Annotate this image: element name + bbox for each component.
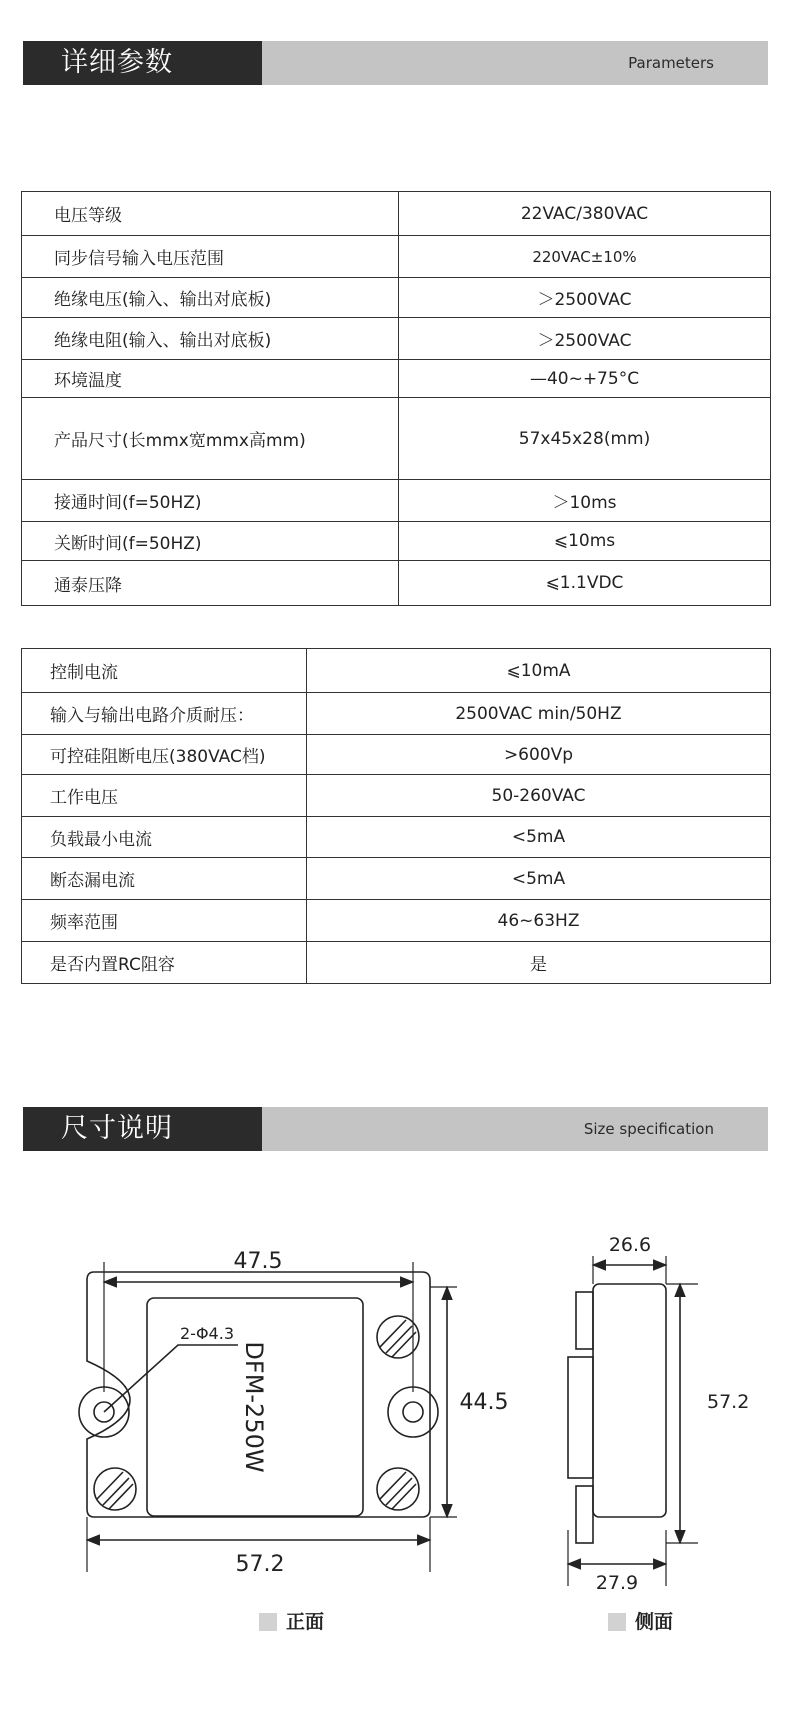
- size-spec-subtitle: Size specification: [583, 1120, 714, 1138]
- param-name: 环境温度: [22, 360, 399, 398]
- param-value: <5mA: [307, 817, 771, 858]
- param-name: 负载最小电流: [22, 817, 307, 858]
- mount-hole-right-inner: [403, 1402, 423, 1422]
- hole-leader-line: [104, 1345, 238, 1412]
- param-name: 断态漏电流: [22, 858, 307, 900]
- param-name: 同步信号输入电压范围: [22, 236, 399, 278]
- front-dim-length-label: 57.2: [235, 1552, 285, 1577]
- side-terminal-top: [576, 1292, 593, 1349]
- side-dim-height-label: 57.2: [707, 1391, 750, 1413]
- param-value: ⩽10ms: [399, 522, 771, 561]
- param-name: 输入与输出电路介质耐压：: [22, 693, 307, 735]
- side-dim-depth-label: 27.9: [595, 1572, 639, 1594]
- param-name: 是否内置RC阻容: [22, 942, 307, 984]
- legend-front-label: 正面: [286, 1611, 325, 1633]
- param-name: 可控硅阻断电压(380VAC档): [22, 735, 307, 775]
- legend-side-label: 侧面: [635, 1611, 674, 1633]
- param-name: 产品尺寸(长mmx宽mmx高mm): [22, 398, 399, 480]
- param-value: ＞2500VAC: [399, 318, 771, 360]
- param-value: ＞2500VAC: [399, 278, 771, 318]
- front-dim-width-label: 47.5: [233, 1249, 283, 1274]
- param-name: 控制电流: [22, 649, 307, 693]
- param-value: ＞10ms: [399, 480, 771, 522]
- param-value: 是: [307, 942, 771, 984]
- front-dim-height-label: 44.5: [459, 1390, 509, 1415]
- legend-front: [259, 1607, 324, 1634]
- param-value: >600Vp: [307, 735, 771, 775]
- param-name: 频率范围: [22, 900, 307, 942]
- legend-side: [608, 1607, 673, 1634]
- legend-swatch: [259, 1613, 277, 1631]
- param-value: 50-260VAC: [307, 775, 771, 817]
- param-value: <5mA: [307, 858, 771, 900]
- param-name: 绝缘电阻(输入、输出对底板): [22, 318, 399, 360]
- param-name: 工作电压: [22, 775, 307, 817]
- param-name: 绝缘电压(输入、输出对底板): [22, 278, 399, 318]
- hole-spec-label: 2-Φ4.3: [180, 1324, 234, 1343]
- param-name: 接通时间(f=50HZ): [22, 480, 399, 522]
- legend-swatch: [608, 1613, 626, 1631]
- param-value: ⩽10mA: [307, 649, 771, 693]
- param-value: ⩽1.1VDC: [399, 561, 771, 606]
- param-value: 220VAC±10%: [399, 236, 771, 278]
- parameters-subtitle: Parameters: [628, 54, 714, 72]
- side-dim-width-label: 26.6: [608, 1234, 652, 1256]
- screw-bottom-right-icon: [377, 1468, 419, 1510]
- param-name: 关断时间(f=50HZ): [22, 522, 399, 561]
- param-name: 电压等级: [22, 192, 399, 236]
- size-spec-title: 尺寸说明: [23, 1107, 262, 1151]
- side-terminal-bottom: [576, 1486, 593, 1543]
- param-value: 22VAC/380VAC: [399, 192, 771, 236]
- param-name: 通泰压降: [22, 561, 399, 606]
- param-value: 46~63HZ: [307, 900, 771, 942]
- side-terminal-middle: [568, 1357, 593, 1478]
- param-value: 57x45x28(mm): [399, 398, 771, 480]
- model-label: DFM-250W: [240, 1341, 268, 1473]
- param-value: 2500VAC min/50HZ: [307, 693, 771, 735]
- parameters-title: 详细参数: [23, 41, 262, 85]
- side-body: [593, 1284, 666, 1517]
- param-value: —40~+75°C: [399, 360, 771, 398]
- screw-bottom-left-icon: [94, 1468, 136, 1510]
